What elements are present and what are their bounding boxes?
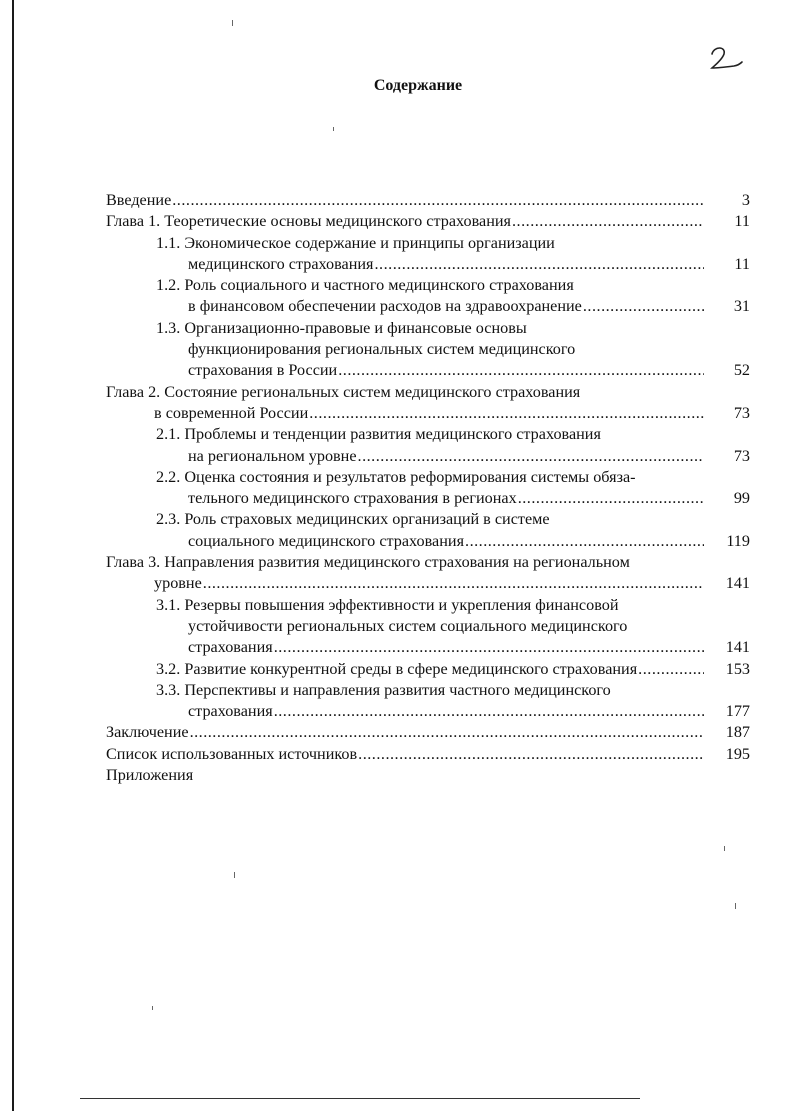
toc-leader-dots — [583, 296, 704, 317]
table-of-contents — [106, 190, 750, 786]
toc-entry-ch2 — [106, 382, 750, 425]
toc-leader-dots — [465, 531, 704, 552]
toc-entry-s3-1 — [106, 595, 750, 659]
scan-speck — [152, 1006, 153, 1010]
toc-entry-concl — [106, 722, 750, 743]
toc-page-number: 153 — [725, 659, 750, 678]
toc-page-number: 3 — [741, 191, 750, 209]
toc-entry-text: 1.3. Организационно-правовые и финансовые основы — [156, 318, 527, 337]
toc-entry-text: Введение — [106, 191, 172, 209]
toc-entry-text: 2.1. Проблемы и тенденции развития медицинского страхования — [156, 425, 601, 444]
toc-entry-s1-3 — [106, 318, 750, 382]
toc-leader-dots — [203, 573, 704, 594]
handwritten-page-number — [704, 42, 744, 74]
toc-entry-s2-1 — [106, 424, 750, 467]
toc-entry-text: 2.3. Роль страховых медицинских организаций в системе — [156, 510, 550, 529]
toc-page-number: 11 — [734, 212, 750, 231]
toc-page-number: 141 — [725, 574, 750, 593]
toc-entry-text: страхования — [188, 702, 273, 721]
toc-entry-appx — [106, 765, 750, 786]
toc-entry-text: Глава 3. Направления развития медицинского страхования на региональном — [106, 553, 630, 572]
toc-page-number: 177 — [725, 702, 750, 721]
toc-entry-text: страхования — [188, 638, 273, 657]
scan-speck — [234, 872, 235, 878]
toc-entry-text: тельного медицинского страхования в регионах — [188, 489, 517, 508]
toc-leader-dots — [172, 190, 704, 211]
toc-entry-ch1 — [106, 211, 750, 232]
toc-leader-dots — [190, 722, 704, 743]
toc-entry-text: Приложения — [106, 766, 194, 785]
toc-entry-text: на региональном уровне — [188, 446, 357, 465]
toc-entry-text: Глава 2. Состояние региональных систем медицинского страхования — [106, 382, 581, 401]
scan-speck — [333, 127, 334, 131]
toc-page-number: 195 — [725, 744, 750, 763]
toc-leader-dots — [375, 254, 705, 275]
toc-leader-dots — [518, 488, 704, 509]
toc-leader-dots — [309, 403, 704, 424]
page-title: Содержание — [373, 77, 463, 94]
toc-entry-text: 2.2. Оценка состояния и результатов реформирования системы обяза- — [156, 467, 636, 486]
toc-page-number: 11 — [734, 254, 750, 273]
toc-entry-intro — [106, 190, 750, 211]
toc-page-number: 187 — [725, 723, 750, 742]
toc-page-number: 31 — [733, 297, 750, 316]
toc-leader-dots — [358, 446, 704, 467]
toc-leader-dots — [358, 744, 704, 765]
toc-entry-s3-2 — [106, 659, 750, 680]
scan-speck — [724, 846, 725, 851]
toc-entry-s3-3 — [106, 680, 750, 723]
toc-entry-text: 3.1. Резервы повышения эффективности и укрепления финансовой — [156, 595, 619, 614]
toc-entry-text: медицинского страхования — [188, 254, 374, 273]
toc-entry-text: 1.1. Экономическое содержание и принципы организации — [156, 233, 555, 252]
toc-page-number: 73 — [733, 403, 750, 422]
toc-page-number: 119 — [726, 531, 750, 550]
scan-speck — [232, 20, 233, 26]
toc-entry-s2-3 — [106, 509, 750, 552]
scan-speck — [735, 903, 736, 909]
toc-entry-s1-2 — [106, 275, 750, 318]
toc-entry-text: 3.2. Развитие конкурентной среды в сфере медицинского страхования — [156, 659, 638, 678]
toc-entry-text: Глава 1. Теоретические основы медицинского страхования — [106, 212, 511, 231]
toc-page-number: 52 — [733, 361, 750, 380]
toc-entry-s1-1 — [106, 233, 750, 276]
toc-leader-dots — [274, 637, 704, 658]
scan-bottom-line — [80, 1098, 640, 1099]
toc-entry-text: в современной России — [154, 403, 309, 422]
toc-page-number: 73 — [733, 446, 750, 465]
scan-edge-line — [12, 0, 14, 1111]
toc-leader-dots — [274, 701, 704, 722]
toc-leader-dots — [338, 360, 704, 381]
toc-entry-text: функционирования региональных систем медицинского — [188, 340, 576, 359]
toc-entry-text: 1.2. Роль социального и частного медицинского страхования — [156, 276, 574, 295]
toc-page-number: 141 — [725, 638, 750, 657]
toc-entry-text: Заключение — [106, 723, 189, 742]
toc-entry-text: страхования в России — [188, 361, 338, 380]
toc-entry-text: Список использованных источников — [106, 744, 358, 763]
toc-leader-dots — [638, 659, 704, 680]
toc-entry-s2-2 — [106, 467, 750, 510]
toc-entry-text: уровне — [154, 574, 202, 593]
toc-entry-text: социального медицинского страхования — [188, 531, 465, 550]
toc-page-number: 99 — [733, 489, 750, 508]
toc-entry-ch3 — [106, 552, 750, 595]
toc-leader-dots — [512, 211, 704, 232]
toc-entry-text: в финансовом обеспечении расходов на здравоохранение — [188, 297, 582, 316]
toc-entry-text: 3.3. Перспективы и направления развития частного медицинского — [156, 680, 611, 699]
toc-entry-refs — [106, 744, 750, 765]
toc-entry-text: устойчивости региональных систем социального медицинского — [188, 616, 628, 635]
